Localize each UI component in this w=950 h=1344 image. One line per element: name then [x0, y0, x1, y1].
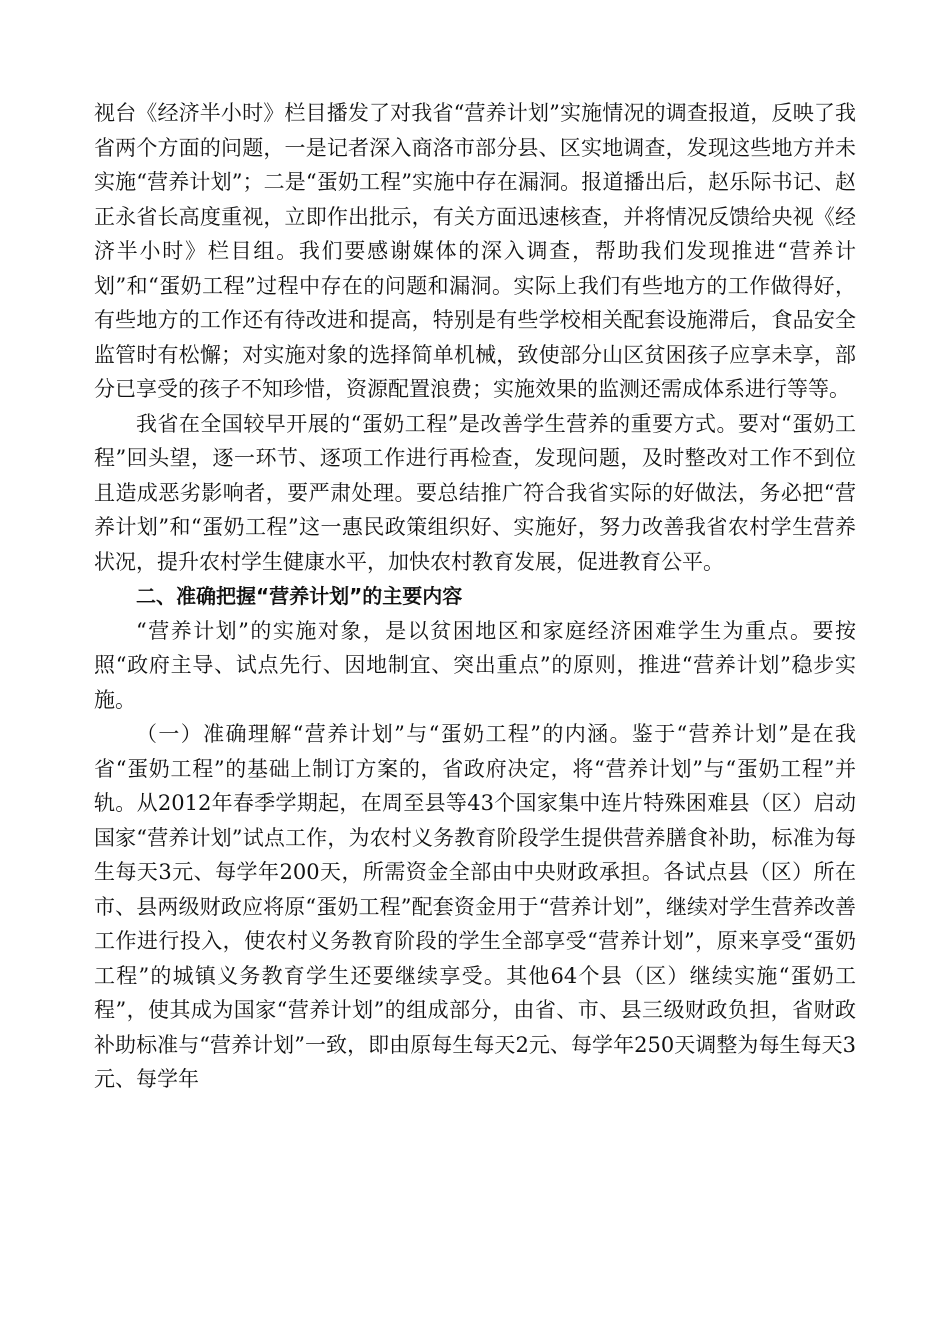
document-body [94, 96, 856, 1097]
paragraph-understanding-connotation: （一）准确理解“营养计划”与“蛋奶工程”的内涵。鉴于“营养计划”是在我省“蛋奶工程”的基础上制订方案的，省政府决定，将“营养计划”与“蛋奶工程”并轨。从2012年春季学期起，在周至县等43个国家集中连片特殊困难县（区）启动国家“营养计划”试点工作，为农村义务教育阶段学生提供营养膳食补助，标准为每生每天3元、每学年200天，所需资金全部由中央财政承担。各试点县（区）所在市、县两级财政应将原“蛋奶工程”配套资金用于“营养计划”，继续对学生营养改善工作进行投入，使农村义务教育阶段的学生全部享受“营养计划”，原来享受“蛋奶工程”的城镇义务教育学生还要继续享受。其他64个县（区）继续实施“蛋奶工程”，使其成为国家“营养计划”的组成部分，由省、市、县三级财政负担，省财政补助标准与“营养计划”一致，即由原每生每天2元、每学年250天调整为每生每天3元、每学年 [94, 722, 856, 1091]
section-heading: 二、准确把握“营养计划”的主要内容 [136, 584, 463, 608]
paragraph-continuation: 视台《经济半小时》栏目播发了对我省“营养计划”实施情况的调查报道，反映了我省两个方面的问题，一是记者深入商洛市部分县、区实地调查，发现这些地方并未实施“营养计划”；二是“蛋奶工程”实施中存在漏洞。报道播出后，赵乐际书记、赵正永省长高度重视，立即作出批示，有关方面迅速核查，并将情况反馈给央视《经济半小时》栏目组。我们要感谢媒体的深入调查，帮助我们发现推进“营养计划”和“蛋奶工程”过程中存在的问题和漏洞。实际上我们有些地方的工作做得好，有些地方的工作还有待改进和提高，特别是有些学校相关配套设施滞后，食品安全监管时有松懈；对实施对象的选择简单机械，致使部分山区贫困孩子应享未享，部分已享受的孩子不知珍惜，资源配置浪费；实施效果的监测还需成体系进行等等。 [94, 101, 856, 401]
paragraph-egg-milk-project: 我省在全国较早开展的“蛋奶工程”是改善学生营养的重要方式。要对“蛋奶工程”回头望，逐一环节、逐项工作进行再检查，发现问题，及时整改对工作不到位且造成恶劣影响者，要严肃处理。要总结推广符合我省实际的好做法，务必把“营养计划”和“蛋奶工程”这一惠民政策组织好、实施好，努力改善我省农村学生营养状况，提升农村学生健康水平，加快农村教育发展，促进教育公平。 [94, 411, 856, 574]
paragraph-implementation-targets: “营养计划”的实施对象，是以贫困地区和家庭经济困难学生为重点。要按照“政府主导、试点先行、因地制宜、突出重点”的原则，推进“营养计划”稳步实施。 [94, 618, 856, 712]
